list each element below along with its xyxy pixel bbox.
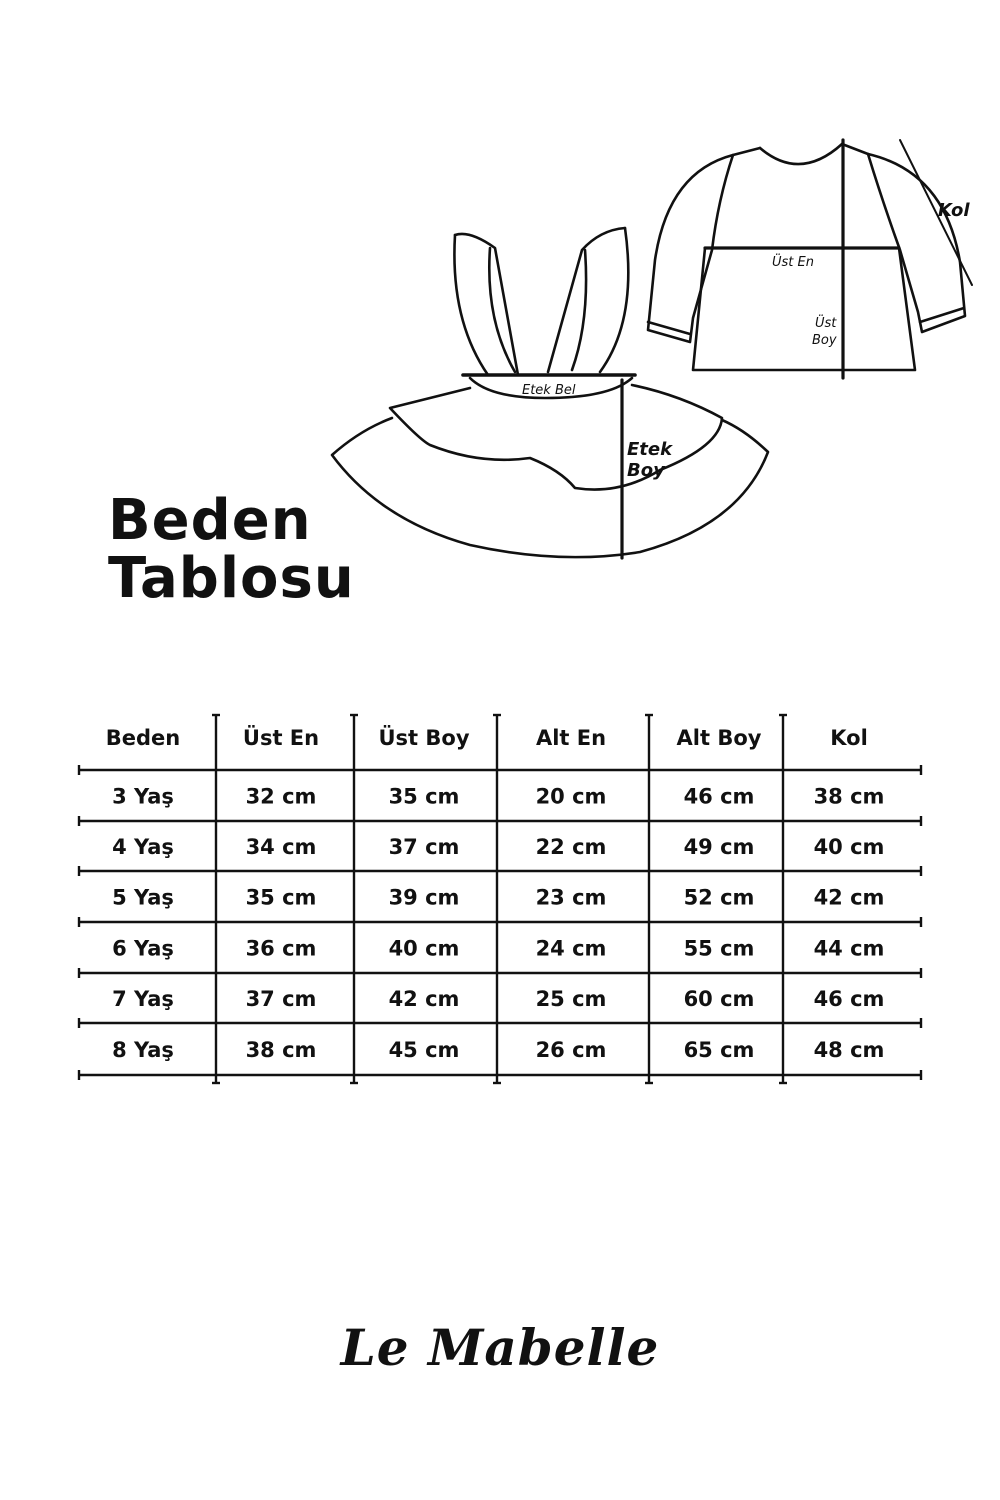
table-value-cell: 45 cm: [388, 1038, 460, 1062]
table-value-cell: 37 cm: [245, 987, 317, 1011]
table-value-cell: 44 cm: [813, 936, 885, 961]
table-value-cell: 52 cm: [683, 885, 755, 910]
table-value-cell: 35 cm: [388, 784, 460, 809]
table-value-cell: 46 cm: [683, 784, 755, 809]
ust-boy-label-1: Üst: [815, 316, 837, 331]
ust-en-label: Üst En: [772, 255, 814, 270]
table-size-cell: 4 Yaş: [112, 835, 174, 859]
table-value-cell: 32 cm: [245, 784, 317, 809]
table-size-cell: 3 Yaş: [112, 784, 174, 809]
table-value-cell: 42 cm: [813, 885, 885, 910]
table-size-cell: 7 Yaş: [112, 987, 174, 1011]
etek-boy-label-2: Boy: [627, 460, 665, 481]
table-value-cell: 40 cm: [813, 835, 885, 859]
brand-logo: Le Mabelle: [340, 1318, 660, 1377]
title-line-2: Tablosu: [108, 546, 355, 611]
table-value-cell: 48 cm: [813, 1038, 885, 1062]
table-value-cell: 23 cm: [535, 885, 607, 910]
table-value-cell: 40 cm: [388, 936, 460, 961]
table-value-cell: 37 cm: [388, 835, 460, 859]
table-header-cell: Üst En: [242, 726, 320, 750]
table-value-cell: 42 cm: [388, 987, 460, 1011]
table-header-cell: Beden: [105, 726, 181, 750]
table-value-cell: 34 cm: [245, 835, 317, 859]
table-value-cell: 36 cm: [245, 936, 317, 961]
table-value-cell: 39 cm: [388, 885, 460, 910]
title-line-1: Beden: [108, 488, 312, 553]
table-value-cell: 22 cm: [535, 835, 607, 859]
table-value-cell: 46 cm: [813, 987, 885, 1011]
table-value-cell: 26 cm: [535, 1038, 607, 1062]
table-value-cell: 65 cm: [683, 1038, 755, 1062]
table-value-cell: 49 cm: [683, 835, 755, 859]
table-header-cell: Alt En: [535, 726, 607, 750]
table-header-cell: Alt Boy: [676, 726, 762, 750]
table-size-cell: 5 Yaş: [112, 885, 174, 910]
kol-label: Kol: [938, 200, 970, 221]
table-value-cell: 25 cm: [535, 987, 607, 1011]
etek-bel-label: Etek Bel: [522, 383, 576, 398]
table-value-cell: 20 cm: [535, 784, 607, 809]
table-value-cell: 38 cm: [245, 1038, 317, 1062]
table-value-cell: 60 cm: [683, 987, 755, 1011]
table-value-cell: 38 cm: [813, 784, 885, 809]
table-value-cell: 55 cm: [683, 936, 755, 961]
table-size-cell: 6 Yaş: [112, 936, 174, 961]
table-size-cell: 8 Yaş: [112, 1038, 174, 1062]
table-header-cell: Kol: [830, 726, 868, 750]
table-value-cell: 35 cm: [245, 885, 317, 910]
etek-boy-label-1: Etek: [627, 439, 673, 460]
table-header-cell: Üst Boy: [378, 726, 470, 750]
ust-boy-label-2: Boy: [812, 333, 837, 348]
table-value-cell: 24 cm: [535, 936, 607, 961]
